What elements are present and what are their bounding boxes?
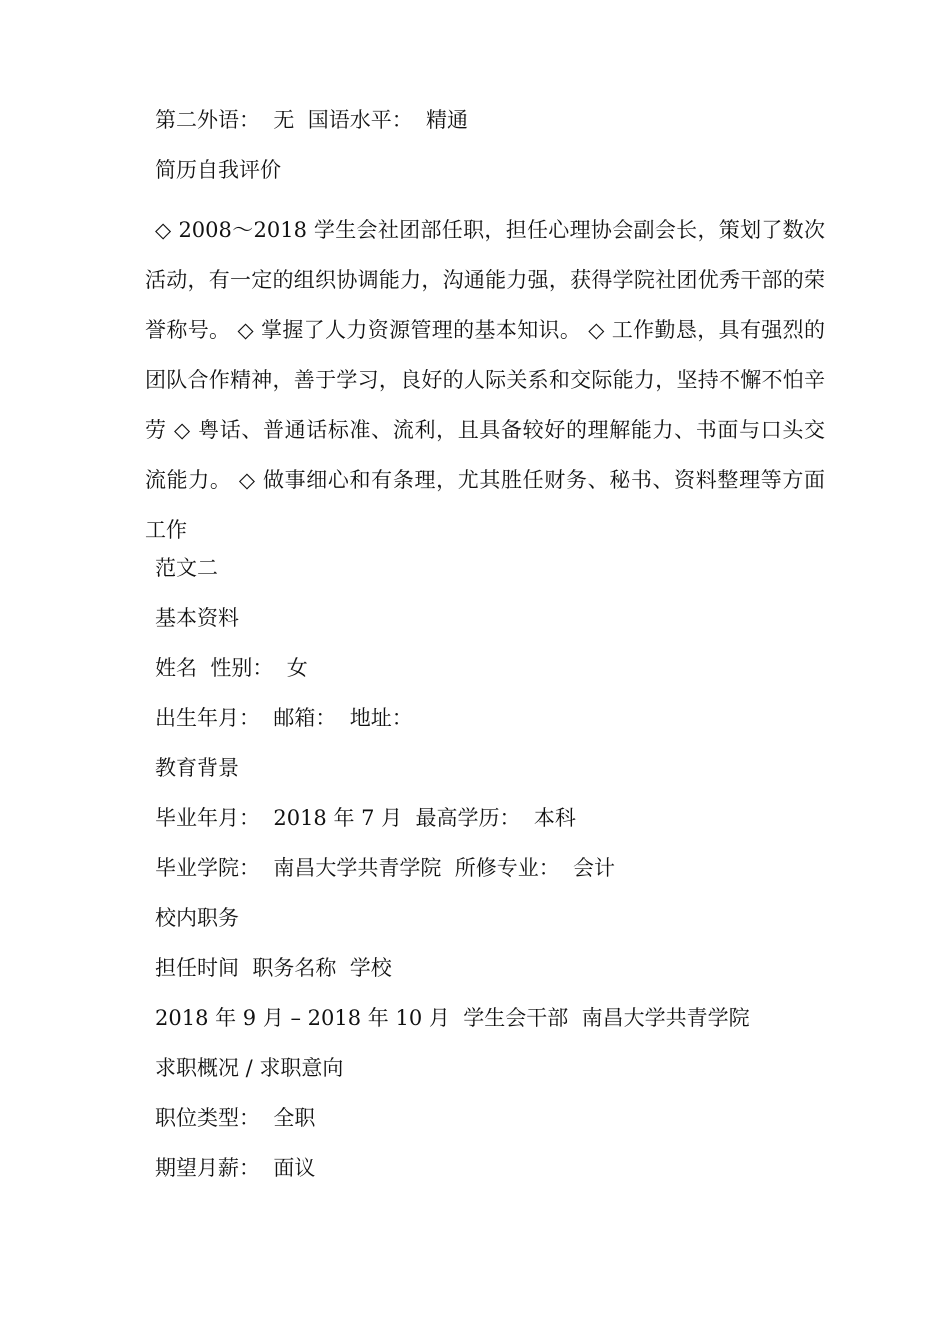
education-heading: 教育背景 — [155, 756, 239, 780]
self-evaluation-heading: 简历自我评价 — [155, 158, 281, 182]
college-major-line: 毕业学院： 南昌大学共青学院 所修专业： 会计 — [155, 856, 616, 880]
sample-two-title: 范文二 — [155, 556, 218, 580]
job-type-line: 职位类型： 全职 — [155, 1106, 316, 1130]
second-language-line: 第二外语： 无 国语水平： 精通 — [155, 108, 469, 132]
basic-info-heading: 基本资料 — [155, 606, 239, 630]
job-intention-heading: 求职概况 / 求职意向 — [155, 1056, 344, 1080]
birth-email-address-line: 出生年月： 邮箱： 地址： — [155, 706, 413, 730]
graduation-degree-line: 毕业年月： 2018 年 7 月 最高学历： 本科 — [155, 806, 576, 830]
name-gender-line: 姓名 性别： 女 — [155, 656, 308, 680]
self-evaluation-paragraph: ◇ 2008～2018 学生会社团部任职，担任心理协会副会长，策划了数次活动，有一定的组织协调能力，沟通能力强，获得学院社团优秀干部的荣誉称号。 ◇ 掌握了人力资源管理的基本知识。 ◇ 工作勤恳，具有强烈的团队合作精神，善于学习，良好的人际关系和交际能力，坚持不懈不怕辛劳 ◇ 粤话、普通话标准、流利，且具备较好的理解能力、书面与口头交流能力。 ◇ 做事细心和有条理，尤其胜任财务、秘书、资料整理等方面工作 — [145, 218, 825, 542]
expected-salary-line: 期望月薪： 面议 — [155, 1156, 316, 1180]
campus-positions-heading: 校内职务 — [155, 906, 239, 930]
position-table-header: 担任时间 职务名称 学校 — [155, 956, 392, 980]
position-entry: 2018 年 9 月 – 2018 年 10 月 学生会干部 南昌大学共青学院 — [155, 1006, 750, 1030]
